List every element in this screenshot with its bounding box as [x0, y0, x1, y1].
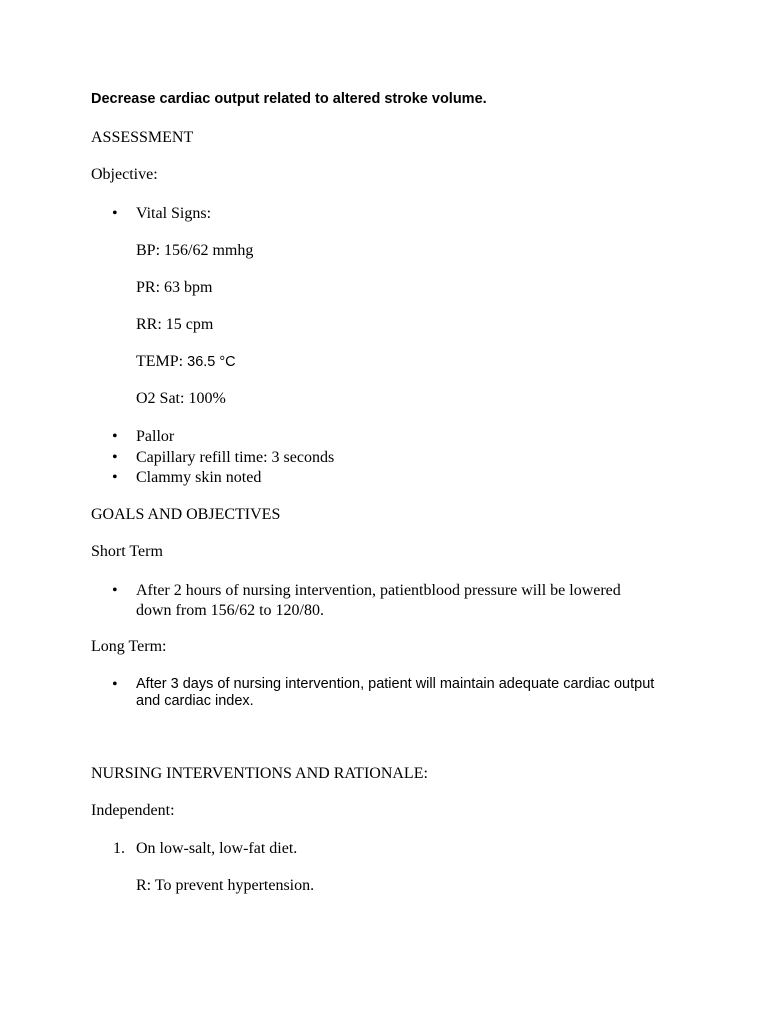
vital-temp-label: TEMP:	[136, 353, 188, 370]
intervention-rationale: R: To prevent hypertension.	[136, 877, 315, 894]
bullet-icon: •	[112, 428, 118, 445]
independent-label: Independent:	[91, 802, 175, 819]
intervention-item: On low-salt, low-fat diet.	[136, 840, 298, 857]
long-term-goal-line1: After 3 days of nursing intervention, patient will maintain adequate cardiac output	[136, 676, 655, 692]
vital-rr: RR: 15 cpm	[136, 316, 214, 333]
long-term-label: Long Term:	[91, 638, 167, 655]
bullet-icon: •	[112, 676, 118, 693]
vital-temp-value: 36.5 °C	[187, 354, 236, 370]
vital-signs-label: Vital Signs:	[136, 205, 212, 222]
bullet-icon: •	[112, 582, 118, 599]
assessment-title: ASSESSMENT	[91, 129, 194, 146]
bullet-icon: •	[112, 469, 118, 486]
vital-temp	[136, 352, 236, 372]
objective-label: Objective:	[91, 166, 158, 183]
finding-item: Pallor	[136, 428, 175, 445]
bullet-icon: •	[112, 449, 118, 466]
short-term-goal-line1: After 2 hours of nursing intervention, patientblood pressure will be lowered	[136, 582, 621, 599]
bullet-icon: •	[112, 205, 118, 222]
finding-item: Capillary refill time: 3 seconds	[136, 449, 335, 466]
list-number: 1.	[113, 840, 125, 857]
short-term-goal-line2: down from 156/62 to 120/80.	[136, 602, 324, 619]
long-term-goal-line2: and cardiac index.	[136, 693, 254, 709]
interventions-title: NURSING INTERVENTIONS AND RATIONALE:	[91, 765, 428, 782]
finding-item: Clammy skin noted	[136, 469, 262, 486]
vital-bp: BP: 156/62 mmhg	[136, 242, 254, 259]
vital-o2: O2 Sat: 100%	[136, 390, 226, 407]
short-term-label: Short Term	[91, 543, 163, 560]
vital-pr: PR: 63 bpm	[136, 279, 213, 296]
goals-title: GOALS AND OBJECTIVES	[91, 506, 281, 523]
document-heading: Decrease cardiac output related to altered stroke volume.	[91, 91, 487, 107]
